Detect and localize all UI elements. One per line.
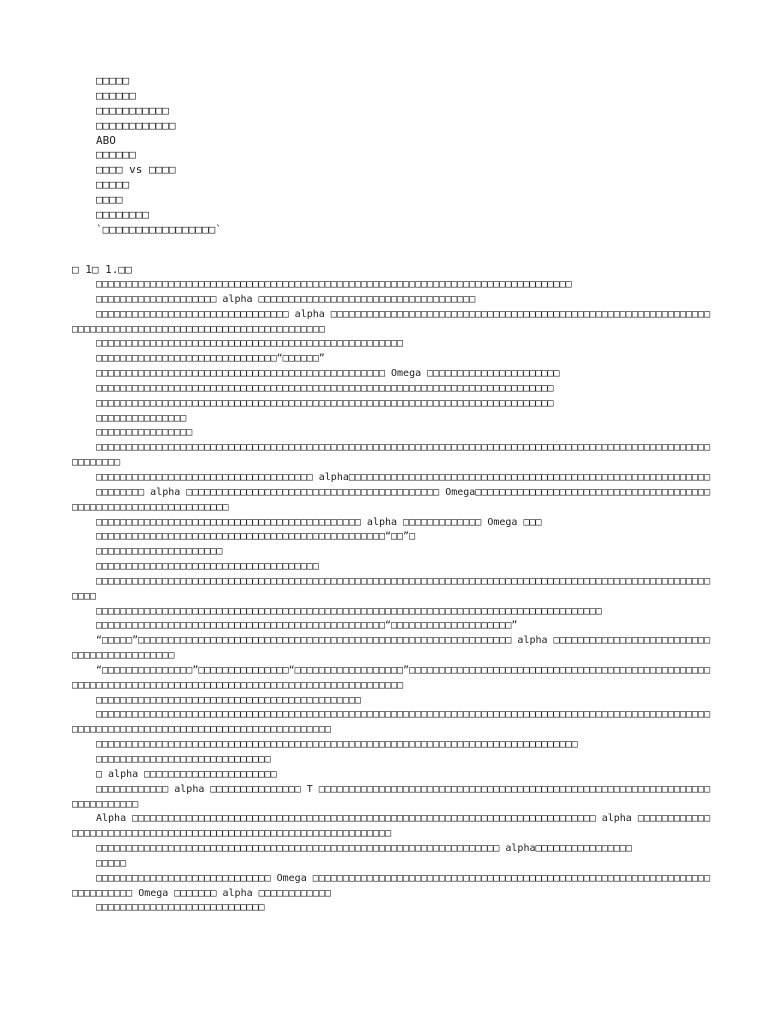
chapter-heading: □ 1□ 1.□□: [72, 263, 132, 276]
tag-line: □□□□□□□□□□□□: [96, 118, 176, 132]
paragraph: □□□□□□□□□□□□□□□□□□□□ alpha □□□□□□□□□□□□□□□□□□□□□□□□□□□□□□□□□□□□: [96, 293, 476, 305]
paragraph: □□□□□□□□□□□□□□□□□□□□□□□□□□□□□□□□□□□□□□□□□□□□□□□□ Omega □□□□□□□□□□□□□□□□□□□□□□: [96, 368, 560, 380]
paragraph: □□□□□□□□□□□□□□□□□□□□□□□□□□□□□□□□□□□□□□□□□□□□□□□□□□□□□□□□□□□□□□□□□□□□□□□□□□□□: [96, 397, 554, 409]
tag-line: □□□□□□□□□□□: [96, 103, 169, 117]
paragraph: □□□□□□□□□□□□□□□□□□□□□□□□□□□□□□□□□□□□□□□□□□□□□□□□□□□□□□□□□□□□□□□□□□□□□□□□□□□□□□□: [96, 279, 572, 290]
paragraph: “□□□□□□□□□□□□□□□”□□□□□□□□□□□□□□□“□□□□□□□□□□□□□□□□□□”□□□□□□□□□□□□□□□□□□□□□□□□□□□□□□□□□□□□□□□□□□□□□□□□□□□□□□□□□□□□□□□□□□□□□□□□□□□□□□□□□□□□□□□□□□□□□□□□□□□□□□□□□: [72, 664, 711, 691]
paragraph: □□□□□□□□□□□□□□□□□□□□□□□□□□□□□□□□□□□□□□□□□□□□ alpha □□□□□□□□□□□□□ Omega □□□: [96, 516, 542, 528]
paragraph: “□□□□□”□□□□□□□□□□□□□□□□□□□□□□□□□□□□□□□□□□□□□□□□□□□□□□□□□□□□□□□□□□□□□□ alpha □□□□□□□□□□□□□□□□□□□□□□□□□□□□□□□□□□□□□□□□□□□: [72, 635, 711, 662]
tag-line: ABO: [96, 133, 116, 147]
paragraph: □□□□□□□□□□□□□□□□□□□□□□□□□□□□□□□□□□□□□□□□□□□□□□□□□□□□□□□□□□□□□□□□□□□ alpha□□□□□□□□□□□□□□□□: [96, 843, 632, 855]
paragraph: □□□□□□□□□□□□□□□□□□□□□□□□□□□□□□□□□□□□□: [96, 561, 319, 573]
tag-line: □□□□□: [96, 74, 130, 87]
paragraph: □□□□□: [96, 857, 127, 869]
tag-line: □□□□□□□□: [96, 208, 149, 222]
paragraph: □□□□□□□□□□□□□□□□□□□□□□□□□□□□: [96, 902, 265, 914]
paragraph: □□□□□□□□□□□□□□□□□□□□□: [96, 546, 223, 558]
paragraph: □□□□□□□□□□□□□□□□□□□□□□□□□□□□□□□□□□□□□□□□□□□□□□□□□□□□□□□□□□□□□□□□□□□□□□□□□□□□□□□□□□□□: [96, 605, 602, 617]
tag-line: □□□□□: [96, 178, 130, 192]
paragraph: □□□□□□□□□□□□□□□□□□□□□□□□□□□□□□□□□□□□□□□□□□□□□□□□□□□□□□□□□□□□□□□□□□□□□□□□□□□□□□□□□□□□□□□□□□□□□□□□□□□□□□□□□□: [72, 575, 711, 602]
paragraph: □□□□□□□□□□□□□□□: [96, 412, 187, 424]
chapter-body: [72, 278, 712, 916]
paragraph: □□□□□□□□□□□□□□□□□□□□□□□□□□□□□□□□□□□□□□□□□□□□: [96, 694, 361, 706]
paragraph: □□□□□□□□□□□□□□□□: [96, 427, 193, 439]
paragraph: □□□□□□□□□□□□□□□□□□□□□□□□□□□□□□□□□□□□□□□□□□□□□□□□□□□□□□□□□□□□□□□□□□□□□□□□□□□□: [96, 382, 554, 394]
paragraph: □□□□□□□□□□□□□□□□□□□□□□□□□□□□□: [96, 754, 271, 765]
paragraph: □ alpha □□□□□□□□□□□□□□□□□□□□□□: [96, 768, 277, 780]
paragraph: Alpha □□□□□□□□□□□□□□□□□□□□□□□□□□□□□□□□□□□□□□□□□□□□□□□□□□□□□□□□□□□□□□□□□□□□□□□□□□□□□ alpha □□□□□□□□□□□□□□□□□□□□□□□□□□□□□□□□□□□□□□□□□□□□□□□□□□□□□□□□□□□□□□□□□: [72, 813, 711, 840]
paragraph: □□□□□□□□□□□□□□□□□□□□□□□□□□□□□□□□□□□□□□□□□□□□□□□□□□□□□□□□□□□□□□□□□□□□□□□□□□□□□□□□□□□□□□□□□□□□□□□□□□□□□□□□□□□□□□: [72, 442, 711, 469]
tag-line: `□□□□□□□□□□□□□□□□□`: [96, 222, 222, 236]
paragraph: □□□□□□□□□□□□□□□□□□□□□□□□□□□□□□□□□□□□ alpha□□□□□□□□□□□□□□□□□□□□□□□□□□□□□□□□□□□□□□□□□□□□□□□□□□□□□□□□□□□□: [96, 471, 711, 483]
paragraph: □□□□□□□□□□□□□□□□□□□□□□□□□□□□□□□□□□□□□□□□□□□□□□□□“□□”□: [96, 531, 416, 543]
tag-line: □□□□□□: [96, 148, 136, 162]
tag-list: [96, 74, 696, 238]
paragraph: □□□□□□□□□□□□□□□□□□□□□□□□□□□□□□□□ alpha □□□□□□□□□□□□□□□□□□□□□□□□□□□□□□□□□□□□□□□□□□□□□□□□□□□□□□□□□□□□□□□□□□□□□□□□□□□□□□□□□□□□□□□□□□□□□□□□□□□□□□□□□: [72, 308, 711, 335]
paragraph: □□□□□□□□□□□□ alpha □□□□□□□□□□□□□□□ T □□□□□□□□□□□□□□□□□□□□□□□□□□□□□□□□□□□□□□□□□□□□□□□□□□□□□□□□□□□□□□□□□□□□□□□□□□□□: [72, 783, 711, 810]
paragraph: □□□□□□□□□□□□□□□□□□□□□□□□□□□□□□□□□□□□□□□□□□□□□□□□□□□□□□□□□□□□□□□□□□□□□□□□□□□□□□□□□□□□□□□□□□□□□□□□□□□□□□□□□□□□□□□□□□□□□□□□□□□□□□□□□□□□□□□□□□□□□□□□□: [72, 709, 711, 736]
paragraph: □□□□□□□□ alpha □□□□□□□□□□□□□□□□□□□□□□□□□□□□□□□□□□□□□□□□□□ Omega□□□□□□□□□□□□□□□□□□□□□□□□□□□□□□□□□□□□□□□□□□□□□□□□□□□□□□□□□□□□□□□□□: [72, 486, 711, 513]
tag-line: □□□□: [96, 193, 123, 207]
paragraph: □□□□□□□□□□□□□□□□□□□□□□□□□□□□□ Omega □□□□□□□□□□□□□□□□□□□□□□□□□□□□□□□□□□□□□□□□□□□□□□□□□□□□□□□□□□□□□□□□□□□□□□□□□□□□ Omega □□□□□□□ alpha □□□□□□□□□□□□: [72, 872, 711, 899]
paragraph: □□□□□□□□□□□□□□□□□□□□□□□□□□□□□□□□□□□□□□□□□□□□□□□□“□□□□□□□□□□□□□□□□□□□□”: [96, 620, 518, 632]
paragraph: □□□□□□□□□□□□□□□□□□□□□□□□□□□□□□□□□□□□□□□□□□□□□□□□□□□: [96, 338, 404, 350]
tag-line: □□□□ vs □□□□: [96, 163, 176, 177]
paragraph: □□□□□□□□□□□□□□□□□□□□□□□□□□□□□□□□□□□□□□□□□□□□□□□□□□□□□□□□□□□□□□□□□□□□□□□□□□□□□□□□: [96, 739, 578, 751]
tag-line: □□□□□□: [96, 88, 136, 102]
paragraph: □□□□□□□□□□□□□□□□□□□□□□□□□□□□□□“□□□□□□”: [96, 353, 325, 365]
